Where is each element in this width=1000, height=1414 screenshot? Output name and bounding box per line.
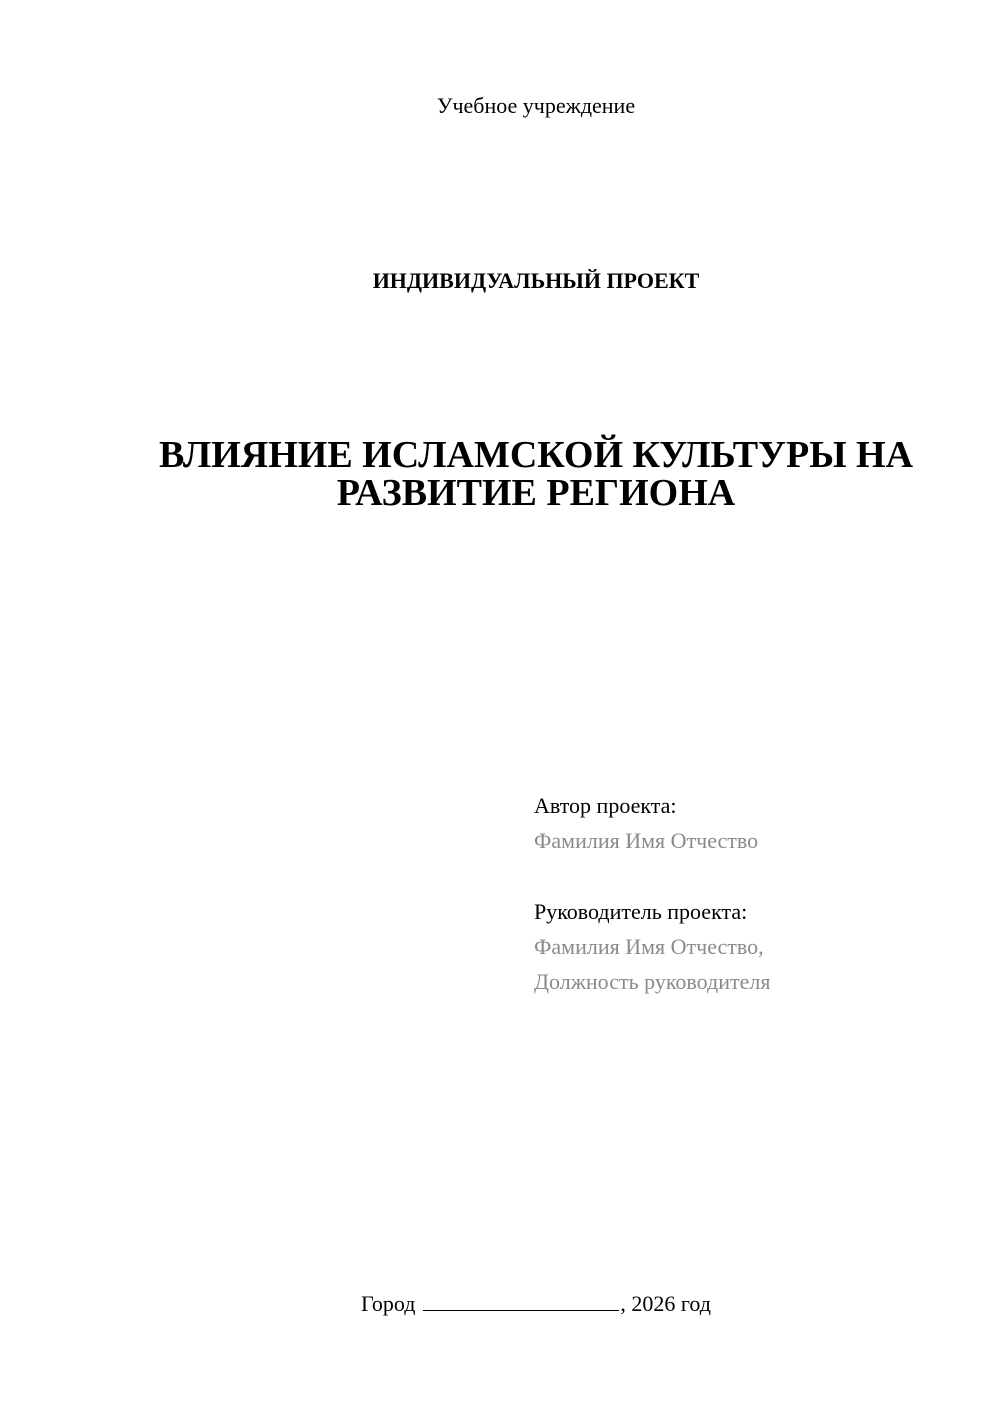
supervisor-position: Должность руководителя xyxy=(534,969,771,994)
project-title-line-1: ВЛИЯНИЕ ИСЛАМСКОЙ КУЛЬТУРЫ НА xyxy=(158,434,914,476)
city-blank-line xyxy=(423,1292,619,1311)
project-title xyxy=(100,436,972,512)
project-type-heading: ИНДИВИДУАЛЬНЫЙ ПРОЕКТ xyxy=(372,268,700,293)
project-info-block xyxy=(534,788,954,999)
author-name: Фамилия Имя Отчество xyxy=(534,828,759,853)
author-label: Автор проекта: xyxy=(534,793,677,818)
institution-name: Учебное учреждение xyxy=(436,93,636,118)
project-title-line-2: РАЗВИТИЕ РЕГИОНА xyxy=(336,472,736,514)
year-text: , 2026 год xyxy=(620,1291,711,1316)
info-spacer xyxy=(534,858,954,894)
footer-city-year xyxy=(0,1290,1000,1318)
city-label: Город xyxy=(361,1291,416,1316)
supervisor-label: Руководитель проекта: xyxy=(534,899,748,924)
supervisor-name: Фамилия Имя Отчество, xyxy=(534,934,764,959)
